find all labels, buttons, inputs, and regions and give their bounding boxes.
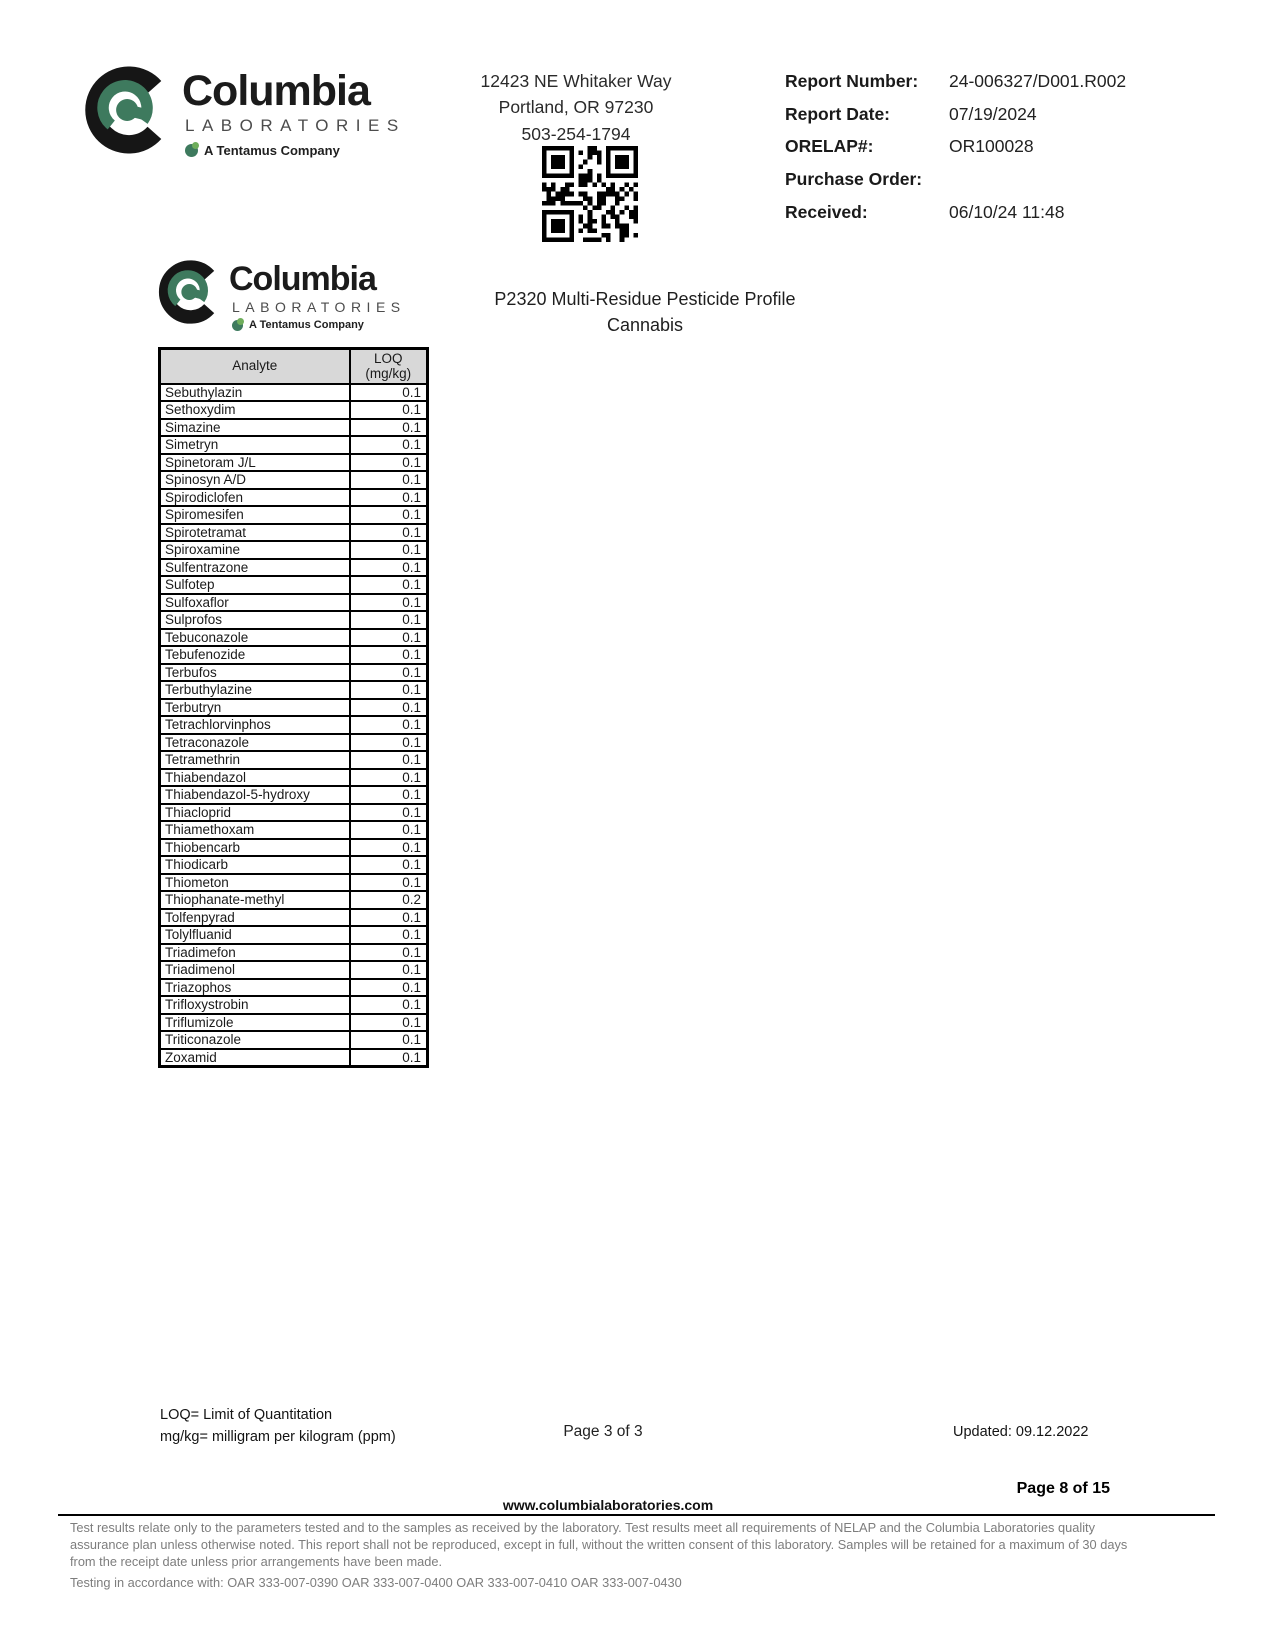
logo-tagline-text: A Tentamus Company — [204, 143, 340, 158]
profile-title-line1: P2320 Multi-Residue Pesticide Profile — [494, 289, 796, 309]
logo-tagline — [232, 319, 406, 331]
website-link: www.columbialaboratories.com — [502, 1497, 714, 1513]
report-info-row — [785, 103, 1126, 127]
address-line-3: 503-254-1794 — [521, 123, 631, 144]
loq-cell: 0.1 — [350, 1049, 428, 1067]
lab-address — [452, 68, 700, 147]
analyte-cell: Zoxamid — [160, 1049, 350, 1067]
analyte-cell: Triazophos — [160, 979, 350, 997]
analyte-cell: Spiromesifen — [160, 506, 350, 524]
loq-cell: 0.1 — [350, 436, 428, 454]
analyte-cell: Sethoxydim — [160, 401, 350, 419]
table-row — [160, 734, 428, 752]
analyte-cell: Sulfentrazone — [160, 559, 350, 577]
table-row — [160, 1031, 428, 1049]
loq-cell: 0.1 — [350, 716, 428, 734]
loq-cell: 0.1 — [350, 646, 428, 664]
address-line-1: 12423 NE Whitaker Way — [480, 71, 672, 91]
table-row — [160, 769, 428, 787]
table-row — [160, 594, 428, 612]
mgkg-definition: mg/kg= milligram per kilogram (ppm) — [160, 1429, 396, 1446]
leaf-icon — [232, 320, 243, 331]
leaf-icon — [185, 144, 198, 157]
loq-cell: 0.1 — [350, 471, 428, 489]
table-row — [160, 559, 428, 577]
footer-divider — [58, 1514, 1215, 1516]
report-info-row — [785, 201, 1126, 225]
analyte-cell: Thiophanate-methyl — [160, 891, 350, 909]
analyte-cell: Sulfoxaflor — [160, 594, 350, 612]
analyte-cell: Sulprofos — [160, 611, 350, 629]
qr-code-icon — [542, 146, 638, 242]
loq-cell: 0.1 — [350, 594, 428, 612]
loq-cell: 0.1 — [350, 874, 428, 892]
updated-date: Updated: 09.12.2022 — [953, 1424, 1089, 1440]
columbia-logo-icon — [84, 66, 172, 159]
analyte-cell: Spirodiclofen — [160, 489, 350, 507]
logo-name: Columbia — [182, 67, 370, 115]
analyte-cell: Tetraconazole — [160, 734, 350, 752]
table-row — [160, 541, 428, 559]
table-row — [160, 839, 428, 857]
analyte-cell: Spinetoram J/L — [160, 454, 350, 472]
loq-cell: 0.1 — [350, 664, 428, 682]
table-row — [160, 576, 428, 594]
analyte-cell: Sebuthylazin — [160, 384, 350, 402]
analyte-cell: Sulfotep — [160, 576, 350, 594]
analyte-cell: Terbuthylazine — [160, 681, 350, 699]
table-row — [160, 664, 428, 682]
table-row — [160, 996, 428, 1014]
logo-subtitle: LABORATORIES — [185, 116, 406, 135]
loq-cell: 0.1 — [350, 1031, 428, 1049]
loq-cell: 0.1 — [350, 699, 428, 717]
analyte-cell: Tebufenozide — [160, 646, 350, 664]
loq-header-line2: (mg/kg) — [365, 366, 412, 382]
report-info-label: ORELAP#: — [785, 136, 874, 157]
analyte-cell: Thiobencarb — [160, 839, 350, 857]
logo-wordmark — [229, 260, 406, 331]
loq-cell: 0.1 — [350, 576, 428, 594]
analyte-cell: Triflumizole — [160, 1014, 350, 1032]
analyte-cell: Triadimefon — [160, 944, 350, 962]
table-row — [160, 436, 428, 454]
header-logo — [84, 66, 406, 159]
report-info — [785, 70, 1126, 233]
report-info-row — [785, 135, 1126, 159]
loq-cell: 0.1 — [350, 926, 428, 944]
analyte-table — [158, 347, 429, 1068]
loq-cell: 0.1 — [350, 506, 428, 524]
analyte-cell: Trifloxystrobin — [160, 996, 350, 1014]
report-info-value: 24-006327/D001.R002 — [949, 71, 1127, 91]
logo-tagline — [185, 143, 406, 158]
table-row — [160, 489, 428, 507]
loq-header-line1: LOQ — [373, 350, 403, 366]
analyte-cell: Thiometon — [160, 874, 350, 892]
loq-cell: 0.1 — [350, 559, 428, 577]
table-row — [160, 471, 428, 489]
analyte-cell: Thiodicarb — [160, 856, 350, 874]
loq-cell: 0.1 — [350, 629, 428, 647]
analyte-cell: Thiabendazol-5-hydroxy — [160, 786, 350, 804]
table-row — [160, 699, 428, 717]
analyte-table-body — [160, 384, 428, 1067]
analyte-cell: Thiacloprid — [160, 804, 350, 822]
table-row — [160, 401, 428, 419]
analyte-table-head — [160, 349, 428, 384]
table-row — [160, 646, 428, 664]
table-row — [160, 856, 428, 874]
table-row — [160, 681, 428, 699]
analyte-cell: Spirotetramat — [160, 524, 350, 542]
table-row — [160, 909, 428, 927]
analyte-cell: Spinosyn A/D — [160, 471, 350, 489]
analyte-cell: Spiroxamine — [160, 541, 350, 559]
analyte-cell: Tetrachlorvinphos — [160, 716, 350, 734]
loq-cell: 0.1 — [350, 611, 428, 629]
profile-title-line2: Cannabis — [606, 315, 684, 336]
table-row — [160, 419, 428, 437]
report-info-value: 06/10/24 11:48 — [949, 201, 1065, 222]
table-row — [160, 384, 428, 402]
loq-cell: 0.1 — [350, 804, 428, 822]
loq-cell: 0.1 — [350, 524, 428, 542]
disclaimer-text — [70, 1519, 1156, 1595]
loq-cell: 0.1 — [350, 996, 428, 1014]
table-row — [160, 961, 428, 979]
logo-subtitle: LABORATORIES — [232, 299, 406, 315]
loq-cell: 0.1 — [350, 979, 428, 997]
loq-cell: 0.1 — [350, 419, 428, 437]
analyte-cell: Tolfenpyrad — [160, 909, 350, 927]
analyte-cell: Tetramethrin — [160, 751, 350, 769]
table-row — [160, 891, 428, 909]
loq-cell: 0.1 — [350, 786, 428, 804]
logo-name: Columbia — [229, 260, 376, 298]
report-info-label: Received: — [785, 201, 868, 222]
loq-definition: LOQ= Limit of Quantitation — [160, 1407, 333, 1423]
loq-cell: 0.1 — [350, 734, 428, 752]
report-info-value: 07/19/2024 — [949, 103, 1037, 124]
table-row — [160, 524, 428, 542]
loq-cell: 0.1 — [350, 856, 428, 874]
report-info-value: OR100028 — [949, 136, 1034, 157]
analyte-cell: Tolylfluanid — [160, 926, 350, 944]
loq-cell: 0.1 — [350, 769, 428, 787]
report-info-label: Report Number: — [785, 71, 919, 91]
loq-column-header — [350, 349, 428, 384]
report-info-row — [785, 168, 1126, 192]
loq-cell: 0.1 — [350, 751, 428, 769]
analyte-column-header: Analyte — [160, 349, 350, 384]
loq-cell: 0.1 — [350, 541, 428, 559]
table-row — [160, 804, 428, 822]
table-row — [160, 874, 428, 892]
profile-page-number: Page 3 of 3 — [563, 1423, 643, 1440]
loq-cell: 0.1 — [350, 681, 428, 699]
logo-tagline-text: A Tentamus Company — [249, 319, 364, 331]
analyte-cell: Simazine — [160, 419, 350, 437]
columbia-logo-icon — [158, 260, 222, 329]
loq-cell: 0.1 — [350, 821, 428, 839]
table-row — [160, 751, 428, 769]
table-row — [160, 1049, 428, 1067]
disclaimer-paragraph: Testing in accordance with: OAR 333-007-0390 OAR 333-007-0400 OAR 333-007-0410 OAR 333-007-0430 — [70, 1575, 682, 1591]
table-row — [160, 821, 428, 839]
report-info-label: Report Date: — [785, 103, 891, 124]
report-page-number: Page 8 of 15 — [1016, 1480, 1110, 1497]
loq-cell: 0.1 — [350, 961, 428, 979]
loq-cell: 0.1 — [350, 454, 428, 472]
analyte-cell: Triticonazole — [160, 1031, 350, 1049]
analyte-cell: Triadimenol — [160, 961, 350, 979]
report-info-label: Purchase Order: — [785, 168, 923, 189]
loq-cell: 0.1 — [350, 909, 428, 927]
logo-wordmark — [182, 66, 406, 158]
disclaimer-paragraph: Test results relate only to the parameters tested and to the samples as received by the laboratory. Test results meet all requirements of NELAP and the Columbia Laboratories quality assurance plan unless otherwise noted. This report shall not be reproduced, except in full, without the written consent of this laboratory. Samples will be retained for a maximum of 30 days from the receipt date unless prior arrangements have been made. — [70, 1520, 1128, 1570]
loq-cell: 0.1 — [350, 839, 428, 857]
analyte-cell: Tebuconazole — [160, 629, 350, 647]
table-row — [160, 716, 428, 734]
analyte-cell: Terbutryn — [160, 699, 350, 717]
analyte-cell: Thiamethoxam — [160, 821, 350, 839]
table-row — [160, 1014, 428, 1032]
loq-cell: 0.1 — [350, 401, 428, 419]
profile-title — [450, 286, 840, 338]
table-row — [160, 786, 428, 804]
report-info-row — [785, 70, 1126, 94]
analyte-cell: Terbufos — [160, 664, 350, 682]
table-row — [160, 979, 428, 997]
loq-cell: 0.1 — [350, 384, 428, 402]
loq-cell: 0.1 — [350, 489, 428, 507]
address-line-2: Portland, OR 97230 — [498, 97, 654, 118]
table-row — [160, 611, 428, 629]
analyte-cell: Thiabendazol — [160, 769, 350, 787]
table-row — [160, 506, 428, 524]
loq-cell: 0.2 — [350, 891, 428, 909]
profile-logo — [158, 260, 406, 331]
definitions-note — [160, 1404, 396, 1449]
table-row — [160, 926, 428, 944]
loq-cell: 0.1 — [350, 1014, 428, 1032]
table-row — [160, 944, 428, 962]
analyte-cell: Simetryn — [160, 436, 350, 454]
table-row — [160, 454, 428, 472]
table-row — [160, 629, 428, 647]
loq-cell: 0.1 — [350, 944, 428, 962]
